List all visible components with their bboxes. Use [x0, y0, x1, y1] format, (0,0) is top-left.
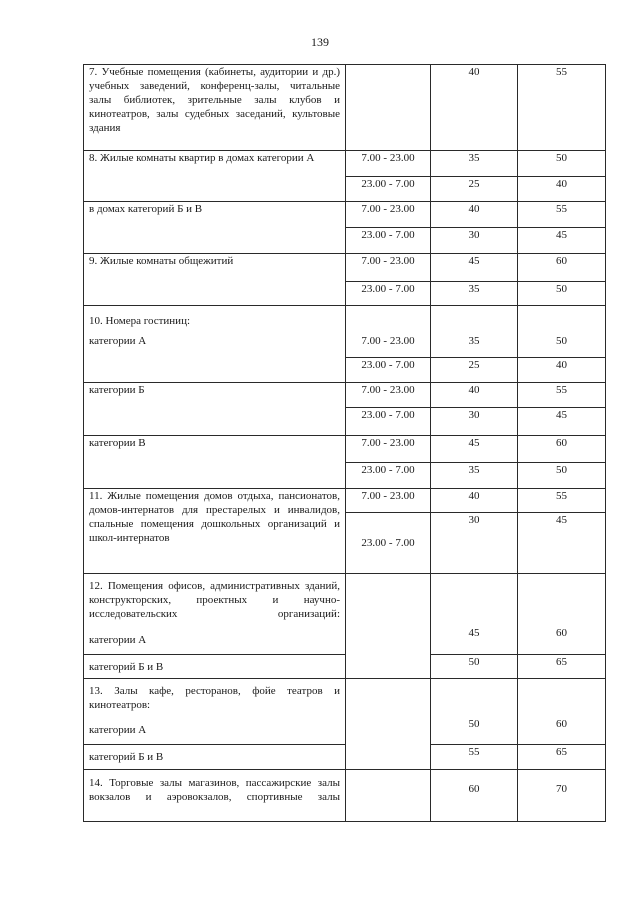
row-13-category-a: категории А: [84, 717, 346, 745]
value-cell: 60: [518, 436, 606, 463]
row-10-heading: 10. Номера гостиниц:: [84, 306, 346, 334]
time-cell: 23.00 - 7.00: [346, 513, 431, 574]
time-cell: 23.00 - 7.00: [346, 282, 431, 306]
row-12-heading: 12. Помещения офисов, административных зданий, конструкторских, проектных и научно-исследовательских организаций:: [84, 574, 346, 626]
value-cell: 40: [431, 65, 518, 151]
value-cell: 70: [518, 770, 606, 822]
time-cell: 7.00 - 23.00: [346, 334, 431, 358]
value-cell: 55: [431, 745, 518, 770]
table-row: [84, 65, 606, 151]
value-cell: 30: [431, 228, 518, 254]
value-cell: [518, 574, 606, 626]
value-cell: 25: [431, 358, 518, 383]
value-cell: 40: [431, 383, 518, 408]
value-cell: [431, 679, 518, 717]
table-row: [84, 383, 606, 408]
value-cell: 50: [431, 655, 518, 679]
value-cell: 60: [518, 254, 606, 282]
value-cell: 45: [431, 254, 518, 282]
value-cell: 35: [431, 151, 518, 177]
value-cell: 45: [518, 228, 606, 254]
table-row: [84, 655, 606, 679]
table-row: [84, 574, 606, 626]
row-13-heading: 13. Залы кафе, ресторанов, фойе театров и кинотеатров:: [84, 679, 346, 717]
value-cell: 60: [518, 717, 606, 745]
value-cell: 35: [431, 463, 518, 489]
table-row: [84, 151, 606, 177]
table-row: [84, 745, 606, 770]
value-cell: 40: [518, 177, 606, 202]
time-cell: [346, 306, 431, 334]
row-8-description: 8. Жилые комнаты квартир в домах категории А: [84, 151, 346, 202]
table-row: [84, 770, 606, 822]
time-cell: 7.00 - 23.00: [346, 151, 431, 177]
value-cell: 55: [518, 383, 606, 408]
value-cell: 45: [431, 436, 518, 463]
row-8b-description: в домах категорий Б и В: [84, 202, 346, 254]
table-row: [84, 717, 606, 745]
row-10-category-v: категории В: [84, 436, 346, 489]
row-14-description: 14. Торговые залы магазинов, пассажирские залы вокзалов и аэровокзалов, спортивные залы: [84, 770, 346, 822]
row-10-category-b: категории Б: [84, 383, 346, 436]
value-cell: 65: [518, 745, 606, 770]
value-cell: 50: [518, 463, 606, 489]
time-cell: 23.00 - 7.00: [346, 177, 431, 202]
value-cell: 55: [518, 202, 606, 228]
time-cell: 23.00 - 7.00: [346, 408, 431, 436]
table-row: [84, 202, 606, 228]
time-cell: 23.00 - 7.00: [346, 358, 431, 383]
value-cell: 40: [431, 489, 518, 513]
value-cell: [431, 574, 518, 626]
value-cell: 65: [518, 655, 606, 679]
table-row: [84, 254, 606, 282]
value-cell: 30: [431, 408, 518, 436]
time-cell: 7.00 - 23.00: [346, 436, 431, 463]
value-cell: 50: [518, 282, 606, 306]
row-11-description: 11. Жилые помещения домов отдыха, пансионатов, домов-интернатов для престарелых и инвалидов, спальные помещения дошкольных организаций и школ-интернатов: [84, 489, 346, 574]
value-cell: 35: [431, 282, 518, 306]
time-cell: 7.00 - 23.00: [346, 383, 431, 408]
value-cell: [518, 679, 606, 717]
page-number: 139: [311, 35, 329, 49]
value-cell: 30: [431, 513, 518, 574]
value-cell: 45: [518, 408, 606, 436]
time-cell: [346, 770, 431, 822]
value-cell: 40: [518, 358, 606, 383]
value-cell: 55: [518, 489, 606, 513]
noise-norms-table: [83, 64, 606, 822]
value-cell: 35: [431, 334, 518, 358]
time-cell: 7.00 - 23.00: [346, 254, 431, 282]
time-cell: 23.00 - 7.00: [346, 463, 431, 489]
time-cell: [346, 574, 431, 679]
time-cell: 7.00 - 23.00: [346, 489, 431, 513]
value-cell: 40: [431, 202, 518, 228]
value-cell: [431, 306, 518, 334]
table-row: [84, 679, 606, 717]
table-row: [84, 334, 606, 358]
table-row: [84, 436, 606, 463]
value-cell: 50: [518, 151, 606, 177]
value-cell: 50: [518, 334, 606, 358]
table-row: [84, 626, 606, 655]
table-row: [84, 489, 606, 513]
time-cell: 7.00 - 23.00: [346, 202, 431, 228]
value-cell: 55: [518, 65, 606, 151]
row-12-category-bv: категорий Б и В: [84, 655, 346, 679]
row-10-category-a: категории А: [84, 334, 346, 383]
value-cell: 60: [431, 770, 518, 822]
value-cell: 25: [431, 177, 518, 202]
row-9-description: 9. Жилые комнаты общежитий: [84, 254, 346, 306]
value-cell: 60: [518, 626, 606, 655]
value-cell: 45: [431, 626, 518, 655]
value-cell: 50: [431, 717, 518, 745]
table-row: [84, 306, 606, 334]
row-7-description: 7. Учебные помещения (кабинеты, аудитории и др.) учебных заведений, конференц-залы, читальные залы библиотек, зрительные залы клубов и кинотеатров, залы судебных заседаний, культовые здания: [84, 65, 346, 151]
row-13-category-bv: категорий Б и В: [84, 745, 346, 770]
value-cell: [518, 306, 606, 334]
value-cell: 45: [518, 513, 606, 574]
time-cell: [346, 679, 431, 770]
row-12-category-a: категории А: [84, 626, 346, 655]
time-cell: [346, 65, 431, 151]
time-cell: 23.00 - 7.00: [346, 228, 431, 254]
